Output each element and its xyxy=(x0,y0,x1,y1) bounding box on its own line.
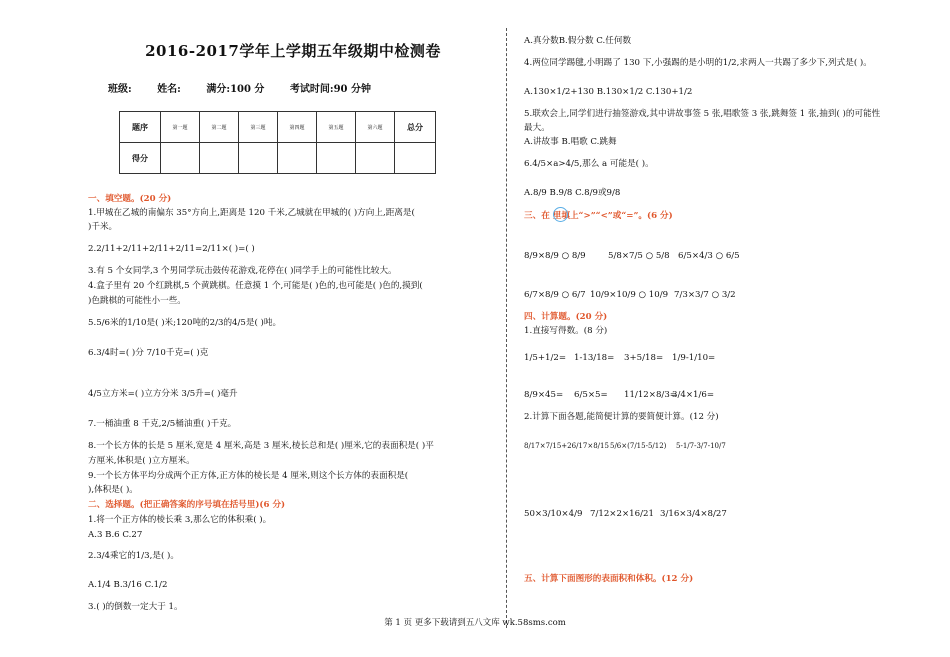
calc-item: 3/16×3/4×8/27 xyxy=(660,509,727,519)
col-header: 第二题 xyxy=(200,112,239,143)
row-label-score: 得分 xyxy=(120,143,161,174)
calc-item: 8/17×7/15+26/17×8/15 xyxy=(524,442,609,450)
total-label: 总分 xyxy=(395,112,436,143)
calc-item: 3+5/18= xyxy=(624,353,664,363)
choice-1: 1.将一个正方体的棱长乘 3,那么它的体积乘( )。 xyxy=(88,515,272,525)
col-header: 第六题 xyxy=(356,112,395,143)
score-label: 满分:100 分 xyxy=(206,84,265,95)
section-2-heading: 二、选择题。(把正确答案的序号填在括号里)(6 分) xyxy=(88,500,286,510)
question-2: 2.2/11+2/11+2/11+2/11=2/11×( )=( ) xyxy=(88,244,255,254)
choice-3: 3.( )的倒数一定大于 1。 xyxy=(88,602,183,612)
choice-1-options: A.3 B.6 C.27 xyxy=(88,530,143,540)
calc-1-heading: 1.直接写得数。(8 分) xyxy=(524,326,608,336)
exam-meta xyxy=(108,80,393,95)
section-4-heading: 四、计算题。(20 分) xyxy=(524,312,608,322)
circle-blank-icon xyxy=(553,207,568,222)
compare-item: 7/3×3/7 ○ 3/2 xyxy=(674,290,736,300)
question-8: 8.一个长方体的长是 5 厘米,宽是 4 厘米,高是 3 厘米,棱长总和是( )厘米,它的表面积是( )平 xyxy=(88,441,434,451)
question-9: 9.一个长方体平均分成两个正方体,正方体的棱长是 4 厘米,则这个长方体的表面积是( xyxy=(88,471,409,481)
question-1: 1.甲城在乙城的南偏东 35°方向上,距离是 120 千米,乙城就在甲城的( )方向上,距离是( xyxy=(88,208,415,218)
calc-item: 1-13/18= xyxy=(574,353,615,363)
calc-item: 3/4×1/6= xyxy=(672,390,715,400)
calc-item: 1/5+1/2= xyxy=(524,353,567,363)
question-8-cont: 方厘米,体积是( )立方厘米。 xyxy=(88,456,195,466)
question-3: 3.有 5 个女同学,3 个男同学玩击鼓传花游戏,花停在( )同学手上的可能性比较大。 xyxy=(88,266,397,276)
score-cell[interactable] xyxy=(356,143,395,174)
row-label-order: 题序 xyxy=(120,112,161,143)
score-cell[interactable] xyxy=(200,143,239,174)
section-1-heading: 一、填空题。(20 分) xyxy=(88,194,172,204)
score-cell[interactable] xyxy=(317,143,356,174)
score-table xyxy=(119,111,436,174)
choice-3-options: A.真分数B.假分数 C.任何数 xyxy=(524,36,632,46)
col-header: 第三题 xyxy=(239,112,278,143)
calc-item: 7/12×2×16/21 xyxy=(590,509,654,519)
total-cell[interactable] xyxy=(395,143,436,174)
name-label: 姓名: xyxy=(157,84,181,95)
choice-6: 6.4/5×a>4/5,那么 a 可能是( )。 xyxy=(524,159,654,169)
section-5-heading: 五、计算下面图形的表面积和体积。(12 分) xyxy=(524,574,694,584)
question-1-cont: )千米。 xyxy=(88,222,118,232)
question-6-line2: 4/5立方米=( )立方分米 3/5升=( )毫升 xyxy=(88,389,238,399)
col-header: 第四题 xyxy=(278,112,317,143)
choice-2: 2.3/4乘它的1/3,是( )。 xyxy=(88,551,179,561)
compare-item: 8/9×8/9 ○ 8/9 xyxy=(524,251,586,261)
question-4-cont: )色跳棋的可能性小一些。 xyxy=(88,296,186,306)
calc-2-heading: 2.计算下面各题,能简便计算的要简便计算。(12 分) xyxy=(524,412,719,422)
calc-item: 11/12×8/3= xyxy=(624,390,677,400)
col-header: 第一题 xyxy=(161,112,200,143)
choice-6-options: A.8/9 B.9/8 C.8/9或9/8 xyxy=(524,188,621,198)
calc-item: 50×3/10×4/9 xyxy=(524,509,583,519)
time-label: 考试时间:90 分钟 xyxy=(289,84,371,95)
calc-item: 8/9×45= xyxy=(524,390,564,400)
choice-4-options: A.130×1/2+130 B.130×1/2 C.130+1/2 xyxy=(524,87,693,97)
question-4: 4.盒子里有 20 个红跳棋,5 个黄跳棋。任意摸 1 个,可能是( )色的,也可能是( )色的,摸到( xyxy=(88,281,423,291)
calc-item: 5-1/7-3/7-10/7 xyxy=(676,442,726,450)
compare-item: 6/5×4/3 ○ 6/5 xyxy=(678,251,740,261)
page-title: 2016-2017学年上学期五年级期中检测卷 xyxy=(145,42,441,60)
question-9-cont: ),体积是( )。 xyxy=(88,485,138,495)
calc-item: 5/6×(7/15-5/12) xyxy=(610,442,667,450)
score-cell[interactable] xyxy=(239,143,278,174)
choice-5: 5.联欢会上,同学们进行抽签游戏,其中讲故事签 5 张,唱歌签 3 张,跳舞签 1 张,抽到( )的可能性 xyxy=(524,109,881,119)
col-header: 第五题 xyxy=(317,112,356,143)
question-7: 7.一桶油重 8 千克,2/5桶油重( )千克。 xyxy=(88,419,237,429)
column-divider xyxy=(506,28,507,628)
choice-5-cont: 最大。 xyxy=(524,123,550,133)
score-cell[interactable] xyxy=(161,143,200,174)
compare-item: 5/8×7/5 ○ 5/8 xyxy=(608,251,670,261)
question-6-line1: 6.3/4时=( )分 7/10千克=( )克 xyxy=(88,348,209,358)
section-3-heading: 三、在 里填上“>”“<”或“=”。(6 分) xyxy=(524,211,673,221)
calc-item: 1/9-1/10= xyxy=(672,353,716,363)
compare-item: 6/7×8/9 ○ 6/7 xyxy=(524,290,586,300)
score-cell[interactable] xyxy=(278,143,317,174)
page-footer: 第 1 页 更多下载请到五八文库 wk.58sms.com xyxy=(384,618,566,628)
choice-5-options: A.讲故事 B.唱歌 C.跳舞 xyxy=(524,137,617,147)
choice-2-options: A.1/4 B.3/16 C.1/2 xyxy=(88,580,168,590)
compare-item: 10/9×10/9 ○ 10/9 xyxy=(590,290,669,300)
choice-4: 4.两位同学踢毽,小明踢了 130 下,小强踢的是小明的1/2,求两人一共踢了多少下,列式是( )。 xyxy=(524,58,872,68)
calc-item: 6/5×5= xyxy=(574,390,608,400)
question-5: 5.5/6米的1/10是( )米;120吨的2/3的4/5是( )吨。 xyxy=(88,318,282,328)
class-label: 班级: xyxy=(108,84,132,95)
